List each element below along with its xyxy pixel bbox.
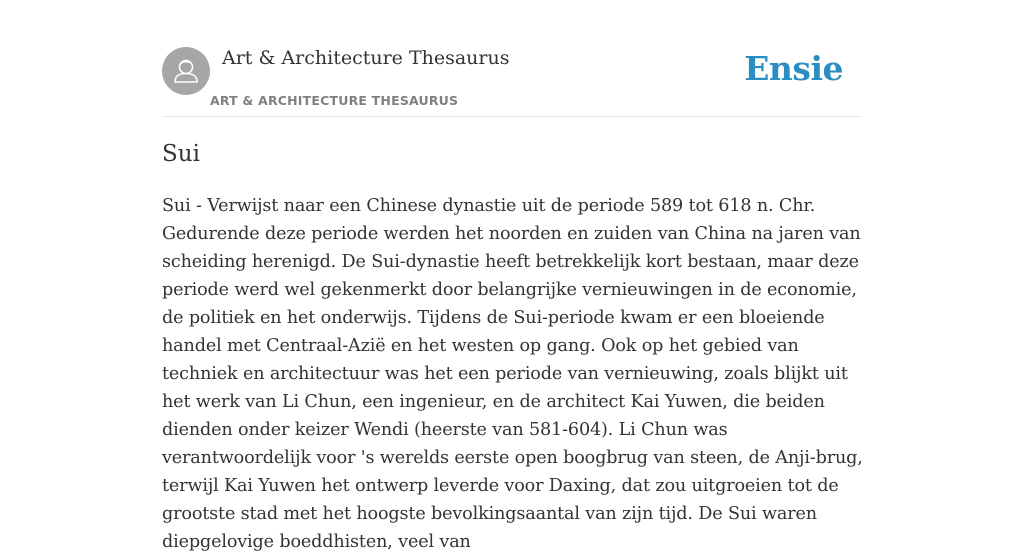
source-title-link[interactable]: Art & Architecture Thesaurus: [222, 47, 510, 69]
page-title: Sui: [162, 141, 200, 167]
brand-logo-link[interactable]: Ensie: [744, 49, 843, 88]
avatar[interactable]: [162, 47, 210, 95]
page: [162, 0, 863, 552]
source-subtitle-link[interactable]: ART & ARCHITECTURE THESAURUS: [210, 93, 459, 108]
article-body: Sui - Verwijst naar een Chinese dynastie uit de periode 589 tot 618 n. Chr. Gedurende deze periode werden het noorden en zuiden van China na jaren van scheiding herenigd. De Sui-dynastie heeft betrekkelijk kort bestaan, maar deze periode werd wel gekenmerkt door belangrijke vernieuwingen in de economie, de politiek en het onderwijs. Tijdens de Sui-periode kwam er een bloeiende handel met Centraal-Azië en het westen op gang. Ook op het gebied van techniek en architectuur was het een periode van vernieuwing, zoals blijkt uit het werk van Li Chun, een ingenieur, en de architect Kai Yuwen, die beiden dienden onder keizer Wendi (heerste van 581-604). Li Chun was verantwoordelijk voor 's werelds eerste open boogbrug van steen, de Anji-brug, terwijl Kai Yuwen het ontwerp leverde voor Daxing, dat zou uitgroeien tot de grootste stad met het hoogste bevolkingsaantal van zijn tijd. De Sui waren diepgelovige boeddhisten, veel van: [162, 196, 863, 552]
header: [162, 0, 862, 117]
user-icon: [162, 47, 210, 95]
